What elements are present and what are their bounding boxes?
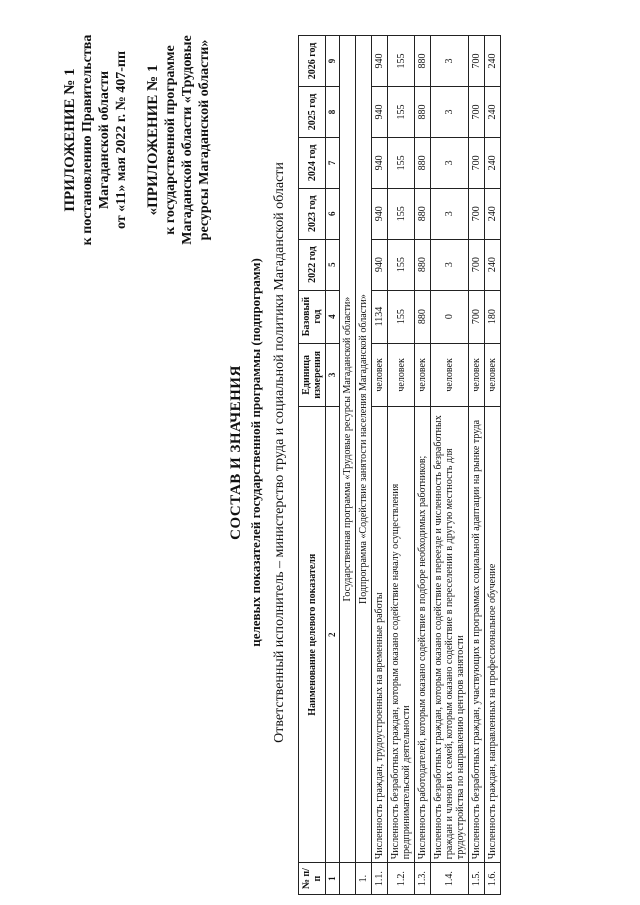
indicator-value: 3: [431, 137, 469, 188]
header-2025: 2025 год: [299, 86, 326, 137]
indicator-value: 880: [415, 239, 431, 290]
indicator-name: Численность безработных граждан, участвующих в программах социальной адаптации на рынке труда: [469, 407, 485, 863]
indicators-table-wrap: [298, 35, 501, 895]
column-number: 1: [326, 863, 340, 895]
row-num: 1.2.: [388, 863, 415, 895]
indicator-name: Численность работодателей, которым оказано содействие в подборе необходимых работников;: [415, 407, 431, 863]
indicator-value: 180: [485, 290, 501, 343]
table-row: [372, 36, 388, 895]
appendix-date: от «11» мая 2022 г. № 407-пп: [114, 50, 129, 230]
indicator-name: Численность граждан, направленных на профессиональное обучение: [485, 407, 501, 863]
appendix-title: «ПРИЛОЖЕНИЕ № 1: [145, 64, 161, 216]
indicator-unit: человек: [485, 343, 501, 407]
indicator-value: 155: [388, 290, 415, 343]
column-number: 2: [326, 407, 340, 863]
row-num: 1.5.: [469, 863, 485, 895]
document-title: СОСТАВ И ЗНАЧЕНИЯ: [228, 365, 244, 540]
indicator-value: 240: [485, 86, 501, 137]
indicator-value: 700: [469, 137, 485, 188]
indicator-value: 880: [415, 86, 431, 137]
indicator-value: 240: [485, 137, 501, 188]
table-row: [388, 36, 415, 895]
indicators-table: [298, 35, 501, 895]
row-num: 1.4.: [431, 863, 469, 895]
indicator-unit: человек: [372, 343, 388, 407]
column-number: 9: [326, 36, 340, 87]
column-number-row: [326, 36, 340, 895]
column-number: 4: [326, 290, 340, 343]
appendix-line: к постановлению Правительства: [80, 34, 95, 246]
indicator-value: 940: [372, 86, 388, 137]
indicator-value: 3: [431, 36, 469, 87]
appendix-header-program: [145, 25, 213, 255]
indicator-value: 155: [388, 239, 415, 290]
indicator-value: 3: [431, 239, 469, 290]
indicator-value: 700: [469, 36, 485, 87]
header-num: № п/п: [299, 863, 326, 895]
table-row: [485, 36, 501, 895]
document-subtitle: целевых показателей государственной программы (подпрограмм): [248, 258, 263, 647]
indicator-unit: человек: [388, 343, 415, 407]
indicator-value: 700: [469, 290, 485, 343]
program-num: [340, 863, 356, 895]
indicator-value: 700: [469, 239, 485, 290]
appendix-line: Магаданской области «Трудовые: [180, 35, 195, 245]
column-number: 7: [326, 137, 340, 188]
indicator-unit: человек: [415, 343, 431, 407]
indicator-value: 880: [415, 36, 431, 87]
indicator-value: 155: [388, 36, 415, 87]
indicator-unit: человек: [469, 343, 485, 407]
subprogram-row: [356, 36, 372, 895]
indicator-value: 155: [388, 188, 415, 239]
appendix-header: [62, 25, 130, 255]
responsible-executor: Ответственный исполнитель – министерство труда и социальной политики Магаданской области: [272, 162, 287, 743]
indicator-value: 240: [485, 188, 501, 239]
column-number: 5: [326, 239, 340, 290]
table-row: [431, 36, 469, 895]
indicator-value: 0: [431, 290, 469, 343]
indicator-value: 1134: [372, 290, 388, 343]
indicator-value: 155: [388, 137, 415, 188]
indicator-value: 3: [431, 86, 469, 137]
header-base-year: Базовый год: [299, 290, 326, 343]
indicator-value: 880: [415, 290, 431, 343]
indicator-name: Численность безработных граждан, которым оказано содействие в переезде и численность безработных граждан и членов их семей, которым оказано содействие в переселении в другую местность для трудоустройства по направлению центров занятости: [431, 407, 469, 863]
indicator-value: 700: [469, 86, 485, 137]
column-number: 3: [326, 343, 340, 407]
appendix-line: ресурсы Магаданской области»: [197, 39, 212, 241]
subprogram-title: Подпрограмма «Содействие занятости населения Магаданской области»: [356, 36, 372, 863]
table-header-row: [299, 36, 326, 895]
header-unit: Единица измерения: [299, 343, 326, 407]
appendix-title: ПРИЛОЖЕНИЕ № 1: [62, 68, 78, 212]
indicator-value: 940: [372, 188, 388, 239]
indicator-value: 700: [469, 188, 485, 239]
appendix-line: Магаданской области: [97, 70, 112, 210]
indicator-value: 940: [372, 137, 388, 188]
program-title: Государственная программа «Трудовые ресурсы Магаданской области»: [340, 36, 356, 863]
row-num: 1.3.: [415, 863, 431, 895]
indicator-value: 240: [485, 36, 501, 87]
header-2023: 2023 год: [299, 188, 326, 239]
indicator-rows: [372, 36, 501, 895]
indicator-value: 880: [415, 188, 431, 239]
indicator-value: 880: [415, 137, 431, 188]
appendix-line: к государственной программе: [163, 45, 178, 235]
row-num: 1.1.: [372, 863, 388, 895]
row-num: 1.6.: [485, 863, 501, 895]
indicator-name: Численность граждан, трудоустроенных на временные работы: [372, 407, 388, 863]
header-2026: 2026 год: [299, 36, 326, 87]
header-2024: 2024 год: [299, 137, 326, 188]
indicator-name: Численность безработных граждан, которым оказано содействие началу осуществления предпринимательской деятельности: [388, 407, 415, 863]
indicator-value: 940: [372, 239, 388, 290]
table-row: [469, 36, 485, 895]
table-row: [415, 36, 431, 895]
program-row: [340, 36, 356, 895]
indicator-value: 3: [431, 188, 469, 239]
subprogram-num: 1.: [356, 863, 372, 895]
column-number: 6: [326, 188, 340, 239]
header-2022: 2022 год: [299, 239, 326, 290]
indicator-unit: человек: [431, 343, 469, 407]
header-name: Наименование целевого показателя: [299, 407, 326, 863]
indicator-value: 240: [485, 239, 501, 290]
indicator-value: 155: [388, 86, 415, 137]
indicator-value: 940: [372, 36, 388, 87]
column-number: 8: [326, 86, 340, 137]
